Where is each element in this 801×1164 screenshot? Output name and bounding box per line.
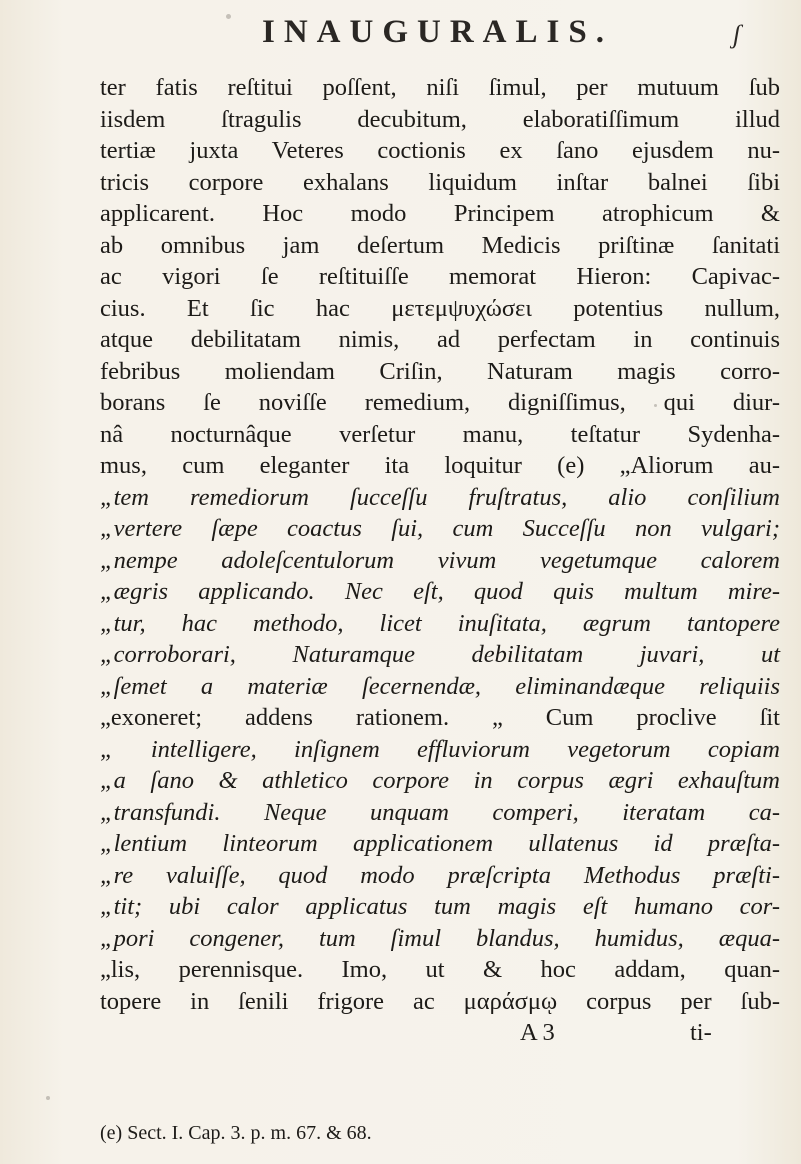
quoted-line: „a ſano & athletico corpore in corpus ægri exhauſtum	[100, 767, 780, 794]
paper-speck	[226, 14, 231, 19]
text-line: tricis corpore exhalans liquidum inſtar balnei ſibi	[100, 168, 780, 196]
quoted-line: „tur, hac methodo, licet inuſitata, ægrum tantopere	[100, 609, 780, 637]
quoted-line: „ſemet a materiæ ſecernendæ, eliminandæque reliquiis	[100, 672, 780, 700]
text-line: cius. Et ſic hac μετεμψυχώσει potentius nullum,	[100, 294, 780, 322]
quoted-line: „lentium linteorum applicationem ullatenus id præſta-	[100, 830, 780, 857]
page-number: ʃ	[733, 20, 741, 49]
text-line: febribus moliendam Criſin, Naturam magis corro-	[100, 357, 780, 385]
signature-mark: A 3	[520, 1019, 555, 1046]
quoted-line: „tem remediorum ſucceſſu fruſtratus, alio conſilium	[100, 483, 780, 511]
text-line: nâ nocturnâque verſetur manu, teſtatur Sydenha-	[100, 420, 780, 448]
text-line: „exoneret; addens rationem. „ Cum proclive ſit	[100, 704, 780, 731]
text-line: atque debilitatam nimis, ad perfectam in continuis	[100, 326, 780, 353]
running-title: INAUGURALIS.	[262, 14, 613, 50]
text-line: applicarent. Hoc modo Principem atrophicum &	[100, 200, 780, 227]
running-head	[0, 14, 801, 54]
text-line: ac vigori ſe reſtituiſſe memorat Hieron: Capivac-	[100, 263, 780, 290]
text-line: ter fatis reſtitui poſſent, niſi ſimul, per mutuum ſub	[100, 74, 780, 101]
text-line: tertiæ juxta Veteres coctionis ex ſano ejusdem nu-	[100, 137, 780, 164]
text-line: iisdem ſtragulis decubitum, elaboratiſſimum illud	[100, 105, 780, 133]
quoted-line: „vertere ſæpe coactus ſui, cum Succeſſu non vulgari;	[100, 515, 780, 542]
signature-line	[100, 1017, 780, 1049]
quoted-line: „transfundi. Neque unquam comperi, iteratam ca-	[100, 798, 780, 826]
catchword: ti-	[690, 1019, 712, 1046]
footnote: (e) Sect. I. Cap. 3. p. m. 67. & 68.	[100, 1122, 372, 1144]
text-line: ab omnibus jam deſertum Medicis priſtinæ ſanitati	[100, 231, 780, 259]
paper-speck	[654, 404, 657, 407]
text-line: „lis, perennisque. Imo, ut & hoc addam, quan-	[100, 956, 780, 983]
body-text	[100, 72, 780, 1049]
text-line: mus, cum eleganter ita loquitur (e) „Aliorum au-	[100, 452, 780, 479]
text-line: borans ſe noviſſe remedium, digniſſimus, qui diur-	[100, 389, 780, 416]
quoted-line: „nempe adoleſcentulorum vivum vegetumque calorem	[100, 546, 780, 574]
quoted-line: „corroborari, Naturamque debilitatam juvari, ut	[100, 641, 780, 668]
quoted-line: „ intelligere, inſignem effluviorum vegetorum copiam	[100, 735, 780, 763]
quoted-line: „re valuiſſe, quod modo præſcripta Methodus præſti-	[100, 861, 780, 889]
quoted-line: „pori congener, tum ſimul blandus, humidus, æqua-	[100, 924, 780, 952]
quoted-line: „tit; ubi calor applicatus tum magis eſt humano cor-	[100, 893, 780, 920]
paper-speck	[46, 1096, 50, 1100]
quoted-line: „ægris applicando. Nec eſt, quod quis multum mire-	[100, 578, 780, 605]
text-line: topere in ſenili frigore ac μαράσμῳ corpus per ſub-	[100, 987, 780, 1015]
